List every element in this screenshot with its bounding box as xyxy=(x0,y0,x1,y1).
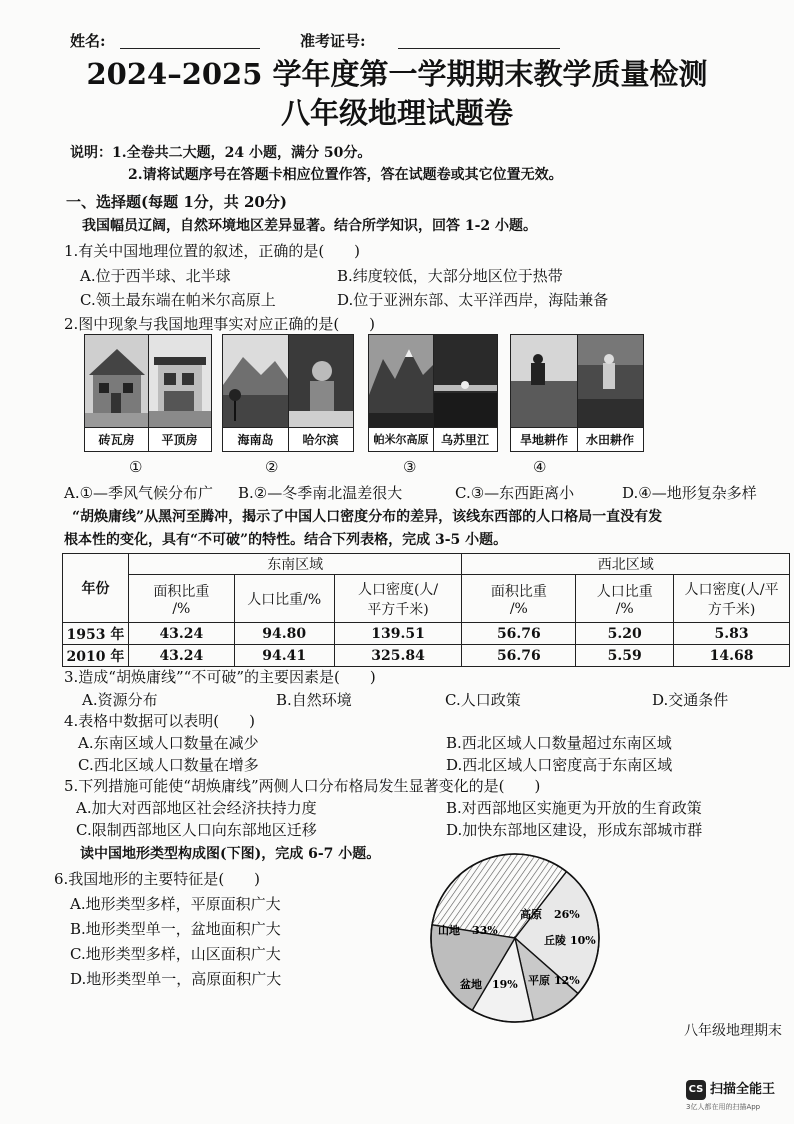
intro-q3-5-line2: 根本性的变化，具有“不可破”的特性。结合下列表格，完成 3-5 小题。 xyxy=(64,532,508,548)
q4-option-d: D.西北区域人口密度高于东南区域 xyxy=(446,756,673,774)
dry-farming-photo xyxy=(511,335,577,427)
pie-label-hills: 丘陵 xyxy=(544,934,566,947)
name-label: 姓名: xyxy=(70,32,106,50)
pamir-photo xyxy=(369,335,433,427)
q1-option-c: C.领土最东端在帕米尔高原上 xyxy=(80,291,276,309)
scanner-tagline: 3亿人都在用的扫描App xyxy=(686,1103,761,1111)
col-pop-nw: 人口比重 /% xyxy=(576,575,674,623)
q2-option-c: C.③—东西距离小 xyxy=(455,484,575,502)
terrain-pie-figure xyxy=(424,848,606,1026)
exam-subtitle: 八年级地理试题卷 xyxy=(280,96,513,130)
population-table xyxy=(62,553,790,667)
page-footer-label: 八年级地理期末 xyxy=(684,1023,782,1039)
q4-stem: 4.表格中数据可以表明( ) xyxy=(64,712,256,730)
scanner-name: 扫描全能王 xyxy=(710,1082,776,1097)
cs-logo-icon: CS xyxy=(686,1080,706,1100)
table-cell: 325.84 xyxy=(334,645,462,667)
photo-number-1: ① xyxy=(129,458,143,476)
intro-q1-2: 我国幅员辽阔，自然环境地区差异显著。结合所学知识，回答 1-2 小题。 xyxy=(82,218,538,234)
q2-option-b: B.②—冬季南北温差很大 xyxy=(238,484,403,502)
table-cell: 56.76 xyxy=(462,623,576,645)
pie-pct-plateau: 26% xyxy=(554,908,580,921)
table-cell: 5.83 xyxy=(674,623,790,645)
q5-option-a: A.加大对西部地区社会经济扶持力度 xyxy=(76,799,317,817)
region-southeast-header: 东南区域 xyxy=(128,554,462,575)
q4-option-c: C.西北区域人口数量在增多 xyxy=(78,756,259,774)
q3-option-b: B.自然环境 xyxy=(276,691,352,709)
q3-option-c: C.人口政策 xyxy=(445,691,521,709)
q4-option-b: B.西北区域人口数量超过东南区域 xyxy=(446,734,672,752)
photo-caption: 海南岛 xyxy=(223,427,288,452)
col-area-se: 面积比重 /% xyxy=(128,575,234,623)
table-cell: 5.20 xyxy=(576,623,674,645)
table-cell: 2010 年 xyxy=(63,645,129,667)
pie-pct-mountain: 33% xyxy=(472,924,498,937)
q1-stem: 1.有关中国地理位置的叙述，正确的是( ) xyxy=(64,242,361,260)
table-cell: 5.59 xyxy=(576,645,674,667)
photo-number-3: ③ xyxy=(403,458,417,476)
table-cell: 94.41 xyxy=(234,645,334,667)
q5-option-d: D.加快东部地区建设，形成东部城市群 xyxy=(446,821,703,839)
pie-pct-basin: 19% xyxy=(492,978,518,991)
brick-house-photo xyxy=(85,335,148,427)
harbin-photo xyxy=(288,335,353,427)
pie-pct-hills: 10% xyxy=(570,934,596,947)
table-cell: 1953 年 xyxy=(63,623,129,645)
region-northwest-header: 西北区域 xyxy=(462,554,790,575)
q3-stem: 3.造成“胡焕庸线”“不可破”的主要因素是( ) xyxy=(64,668,376,686)
photo-number-4: ④ xyxy=(533,458,547,476)
q2-option-d: D.④—地形复杂多样 xyxy=(622,484,757,502)
table-cell: 56.76 xyxy=(462,645,576,667)
section-heading: 一、选择题(每题 1分，共 20分) xyxy=(66,193,287,211)
instructions-line1: 说明：1.全卷共二大题，24 小题，满分 50分。 xyxy=(70,145,372,161)
table-cell: 43.24 xyxy=(128,623,234,645)
year-header: 年份 xyxy=(63,554,129,623)
col-area-nw: 面积比重 /% xyxy=(462,575,576,623)
photo-number-2: ② xyxy=(265,458,279,476)
q6-option-b: B.地形类型单一，盆地面积广大 xyxy=(70,920,281,938)
wusuli-river-photo xyxy=(433,335,497,427)
photo-caption: 乌苏里江 xyxy=(433,427,497,452)
q6-option-d: D.地形类型单一，高原面积广大 xyxy=(70,970,282,988)
exam-no-label: 准考证号: xyxy=(300,32,366,50)
photo-caption: 旱地耕作 xyxy=(511,427,577,452)
name-blank xyxy=(120,34,260,49)
photo-panel-1 xyxy=(84,334,212,452)
pie-label-plain: 平原 xyxy=(528,974,550,987)
photo-caption: 水田耕作 xyxy=(577,427,643,452)
table-row xyxy=(63,623,790,645)
photo-caption: 平顶房 xyxy=(148,427,211,452)
col-density-se: 人口密度(人/ 平方千米) xyxy=(334,575,462,623)
q3-option-a: A.资源分布 xyxy=(82,691,158,709)
hainan-photo xyxy=(223,335,288,427)
photo-panel-3 xyxy=(368,334,498,452)
q2-option-a: A.①—季风气候分布广 xyxy=(64,484,214,502)
q5-option-c: C.限制西部地区人口向东部地区迁移 xyxy=(76,821,317,839)
paddy-farming-photo xyxy=(577,335,643,427)
photo-panel-2 xyxy=(222,334,354,452)
table-cell: 43.24 xyxy=(128,645,234,667)
q5-stem: 5.下列措施可能使“胡焕庸线”两侧人口分布格局发生显著变化的是( ) xyxy=(64,777,541,795)
q6-option-a: A.地形类型多样，平原面积广大 xyxy=(70,895,281,913)
table-cell: 14.68 xyxy=(674,645,790,667)
pie-pct-plain: 12% xyxy=(554,974,580,987)
scanner-watermark xyxy=(686,1080,792,1116)
col-density-nw: 人口密度(人/平 方千米) xyxy=(674,575,790,623)
q1-option-a: A.位于西半球、北半球 xyxy=(80,267,231,285)
q4-option-a: A.东南区域人口数量在减少 xyxy=(78,734,259,752)
exam-no-blank xyxy=(398,34,560,49)
q2-stem: 2.图中现象与我国地理事实对应正确的是( ) xyxy=(64,315,376,333)
photo-caption: 哈尔滨 xyxy=(288,427,353,452)
table-row xyxy=(63,645,790,667)
instructions-line2: 2.请将试题序号在答题卡相应位置作答，答在试题卷或其它位置无效。 xyxy=(128,167,563,183)
intro-q3-5-line1: “胡焕庸线”从黑河至腾冲，揭示了中国人口密度分布的差异，该线东西部的人口格局一直没有发 xyxy=(72,509,663,525)
pie-label-mountain: 山地 xyxy=(438,924,460,937)
q1-option-d: D.位于亚洲东部、太平洋西岸，海陆兼备 xyxy=(337,291,609,309)
q1-option-b: B.纬度较低，大部分地区位于热带 xyxy=(337,267,563,285)
pie-label-plateau: 高原 xyxy=(520,908,542,921)
col-pop-se: 人口比重/% xyxy=(234,575,334,623)
q6-option-c: C.地形类型多样，山区面积广大 xyxy=(70,945,281,963)
q5-option-b: B.对西部地区实施更为开放的生育政策 xyxy=(446,799,702,817)
photo-caption: 帕米尔高原 xyxy=(369,427,433,452)
photo-panel-4 xyxy=(510,334,644,452)
exam-title: 2024–2025 学年度第一学期期末教学质量检测 xyxy=(86,57,708,91)
photo-caption: 砖瓦房 xyxy=(85,427,148,452)
intro-q6-7: 读中国地形类型构成图(下图)，完成 6-7 小题。 xyxy=(80,846,381,862)
table-cell: 139.51 xyxy=(334,623,462,645)
pie-label-basin: 盆地 xyxy=(460,978,482,991)
table-cell: 94.80 xyxy=(234,623,334,645)
q3-option-d: D.交通条件 xyxy=(652,691,729,709)
q6-stem: 6.我国地形的主要特征是( ) xyxy=(54,870,261,888)
flat-roof-photo xyxy=(148,335,211,427)
